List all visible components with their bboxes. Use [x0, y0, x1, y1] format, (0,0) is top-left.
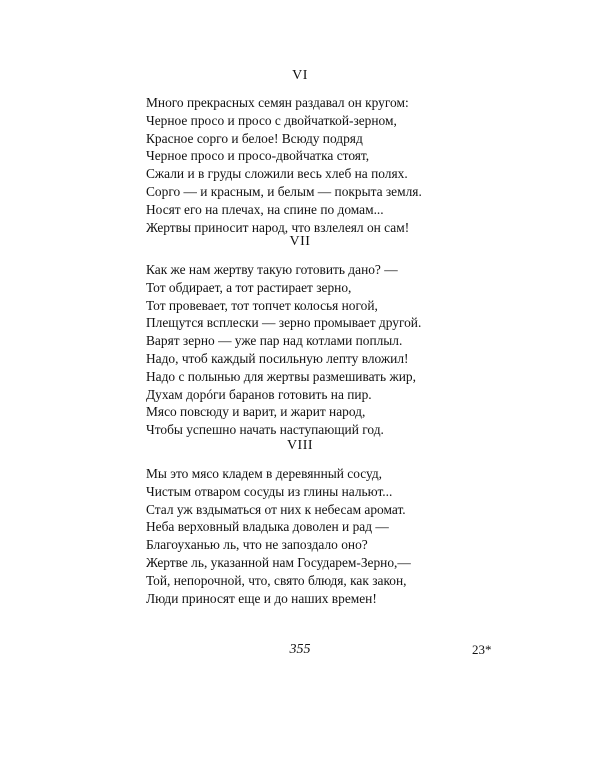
- stanza-vii: [146, 261, 446, 439]
- poem-line: Много прекрасных семян раздавал он кругом:: [146, 95, 409, 110]
- poem-line: Сжали и в груды сложили весь хлеб на полях.: [146, 166, 408, 182]
- poem-line: Надо с полынью для жертвы размешивать жир,: [146, 368, 416, 384]
- poem-line: Надо, чтоб каждый посильную лепту вложил!: [146, 350, 409, 366]
- poem-line: Той, непорочной, что, свято блюдя, как закон,: [146, 572, 407, 588]
- poem-line: Плещутся всплески — зерно промывает другой.: [146, 315, 422, 331]
- section-heading-viii: VIII: [286, 438, 314, 453]
- poem-line: Сорго — и красным, и белым — покрыта земля.: [146, 183, 422, 199]
- poem-line: Стал уж вздыматься от них к небесам аромат.: [146, 501, 406, 517]
- poem-line: Духам дорóги баранов готовить на пир.: [146, 386, 372, 402]
- stanza-vi: [146, 94, 446, 236]
- section-heading-vi: VI: [292, 68, 308, 83]
- signature-mark: 23*: [472, 642, 492, 657]
- poem-line: Жертве ль, указанной нам Государем-Зерно,—: [146, 554, 411, 570]
- poem-line: Благоуханью ль, что не запоздало оно?: [146, 537, 368, 553]
- poem-line: Неба верховный владыка доволен и рад —: [146, 519, 389, 535]
- section-heading-vii: VII: [289, 234, 311, 249]
- stanza-viii: [146, 465, 446, 607]
- poem-line: Мы это мясо кладем в деревянный сосуд,: [146, 466, 383, 481]
- poem-line: Чистым отваром сосуды из глины нальют...: [146, 483, 393, 499]
- poem-line: Тот провевает, тот топчет колосья ногой,: [146, 297, 378, 313]
- poem-line: Черное просо и просо-двойчатка стоят,: [146, 148, 370, 164]
- poem-line: Люди приносят еще и до наших времен!: [146, 590, 377, 606]
- poem-line: Как же нам жертву такую готовить дано? —: [146, 262, 398, 277]
- poem-line: Тот обдирает, а тот растирает зерно,: [146, 279, 352, 295]
- page-number: 355: [289, 642, 311, 657]
- poem-line: Жертвы приносит народ, что взлелеял он сам!: [146, 219, 410, 235]
- poem-line: Варят зерно — уже пар над котлами поплыл.: [146, 333, 403, 349]
- poem-line: Красное сорго и белое! Всюду подряд: [146, 130, 363, 146]
- poem-line: Чтобы успешно начать наступающий год.: [146, 422, 384, 438]
- poem-line: Черное просо и просо с двойчаткой-зерном,: [146, 112, 397, 128]
- poem-line: Носят его на плечах, на спине по домам...: [146, 201, 384, 217]
- poem-line: Мясо повсюду и варит, и жарит народ,: [146, 404, 366, 420]
